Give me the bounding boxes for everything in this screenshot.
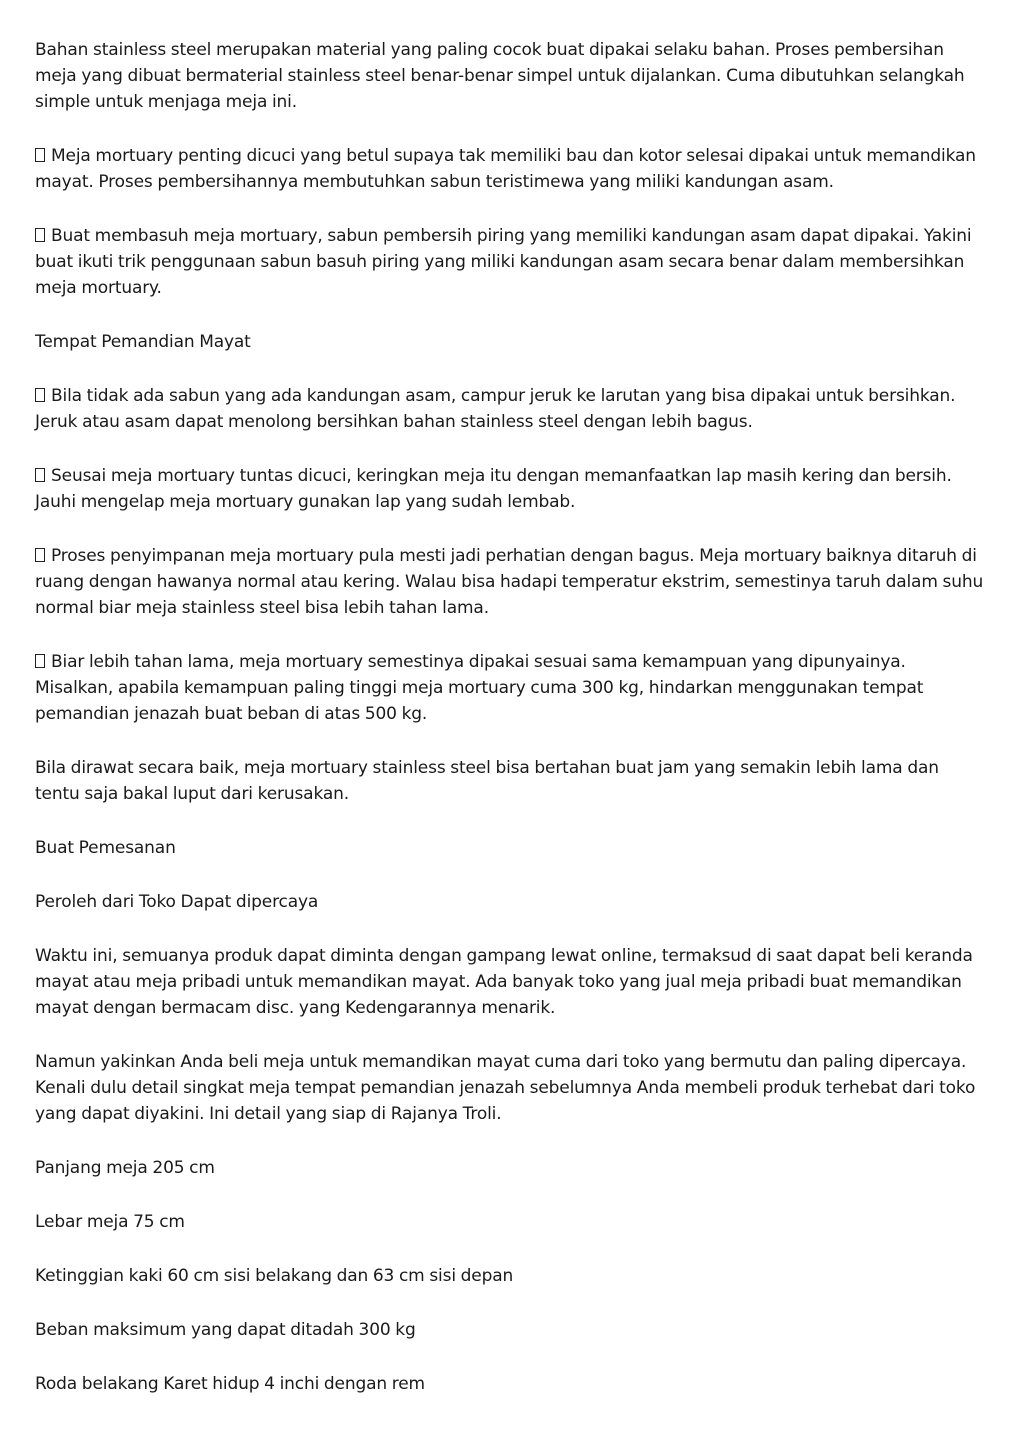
missing-glyph-bullet-icon (35, 228, 45, 242)
section-heading: Buat Pemesanan (35, 838, 176, 858)
paragraph: Waktu ini, semuanya produk dapat diminta dengan gampang lewat online, termaksud di saat dapat beli keranda mayat atau meja pribadi untuk memandikan mayat. Ada banyak toko yang jual meja pribadi buat memandikan mayat dengan bermacam disc. yang Kedengarannya menarik. (35, 946, 973, 1018)
paragraph: Bila dirawat secara baik, meja mortuary stainless steel bisa bertahan buat jam yang semakin lebih lama dan tentu saja bakal luput dari kerusakan. (35, 758, 939, 804)
section-heading: Tempat Pemandian Mayat (35, 332, 251, 352)
bullet-paragraph: Biar lebih tahan lama, meja mortuary semestinya dipakai sesuai sama kemampuan yang dipunyainya. Misalkan, apabila kemampuan paling tinggi meja mortuary cuma 300 kg, hindarkan menggunakan tempat pemandian jenazah buat beban di atas 500 kg. (35, 652, 924, 724)
bullet-paragraph: Proses penyimpanan meja mortuary pula mesti jadi perhatian dengan bagus. Meja mortuary baiknya ditaruh di ruang dengan hawanya normal atau kering. Walau bisa hadapi temperatur ekstrim, semestinya taruh dalam suhu normal biar meja stainless steel bisa lebih tahan lama. (35, 546, 984, 618)
bullet-paragraph: Buat membasuh meja mortuary, sabun pembersih piring yang memiliki kandungan asam dapat dipakai. Yakini buat ikuti trik penggunaan sabun basuh piring yang miliki kandungan asam secara benar dalam membersihkan meja mortuary. (35, 226, 972, 298)
missing-glyph-bullet-icon (35, 148, 45, 162)
paragraph-intro: Bahan stainless steel merupakan material yang paling cocok buat dipakai selaku bahan. Proses pembersihan meja yang dibuat bermaterial stainless steel benar-benar simpel untuk dijalankan. Cuma dibutuhkan selangkah simple untuk menjaga meja ini. (35, 40, 965, 112)
missing-glyph-bullet-icon (35, 548, 45, 562)
missing-glyph-bullet-icon (35, 468, 45, 482)
paragraph: Namun yakinkan Anda beli meja untuk memandikan mayat cuma dari toko yang bermutu dan paling dipercaya. Kenali dulu detail singkat meja tempat pemandian jenazah sebelumnya Anda membeli produk terhebat dari toko yang dapat diyakini. Ini detail yang siap di Rajanya Troli. (35, 1052, 976, 1124)
missing-glyph-bullet-icon (35, 654, 45, 668)
spec-item: Ketinggian kaki 60 cm sisi belakang dan 63 cm sisi depan (35, 1266, 514, 1286)
bullet-paragraph: Seusai meja mortuary tuntas dicuci, keringkan meja itu dengan memanfaatkan lap masih kering dan bersih. Jauhi mengelap meja mortuary gunakan lap yang sudah lembab. (35, 466, 952, 512)
spec-item: Panjang meja 205 cm (35, 1158, 215, 1178)
missing-glyph-bullet-icon (35, 388, 45, 402)
spec-item: Beban maksimum yang dapat ditadah 300 kg (35, 1320, 416, 1340)
bullet-paragraph: Bila tidak ada sabun yang ada kandungan asam, campur jeruk ke larutan yang bisa dipakai untuk bersihkan. Jeruk atau asam dapat menolong bersihkan bahan stainless steel dengan lebih bagus. (35, 386, 956, 432)
spec-item: Roda belakang Karet hidup 4 inchi dengan rem (35, 1374, 425, 1394)
spec-item: Lebar meja 75 cm (35, 1212, 185, 1232)
section-heading: Peroleh dari Toko Dapat dipercaya (35, 892, 319, 912)
bullet-paragraph: Meja mortuary penting dicuci yang betul supaya tak memiliki bau dan kotor selesai dipakai untuk memandikan mayat. Proses pembersihannya membutuhkan sabun teristimewa yang miliki kandungan asam. (35, 146, 976, 192)
